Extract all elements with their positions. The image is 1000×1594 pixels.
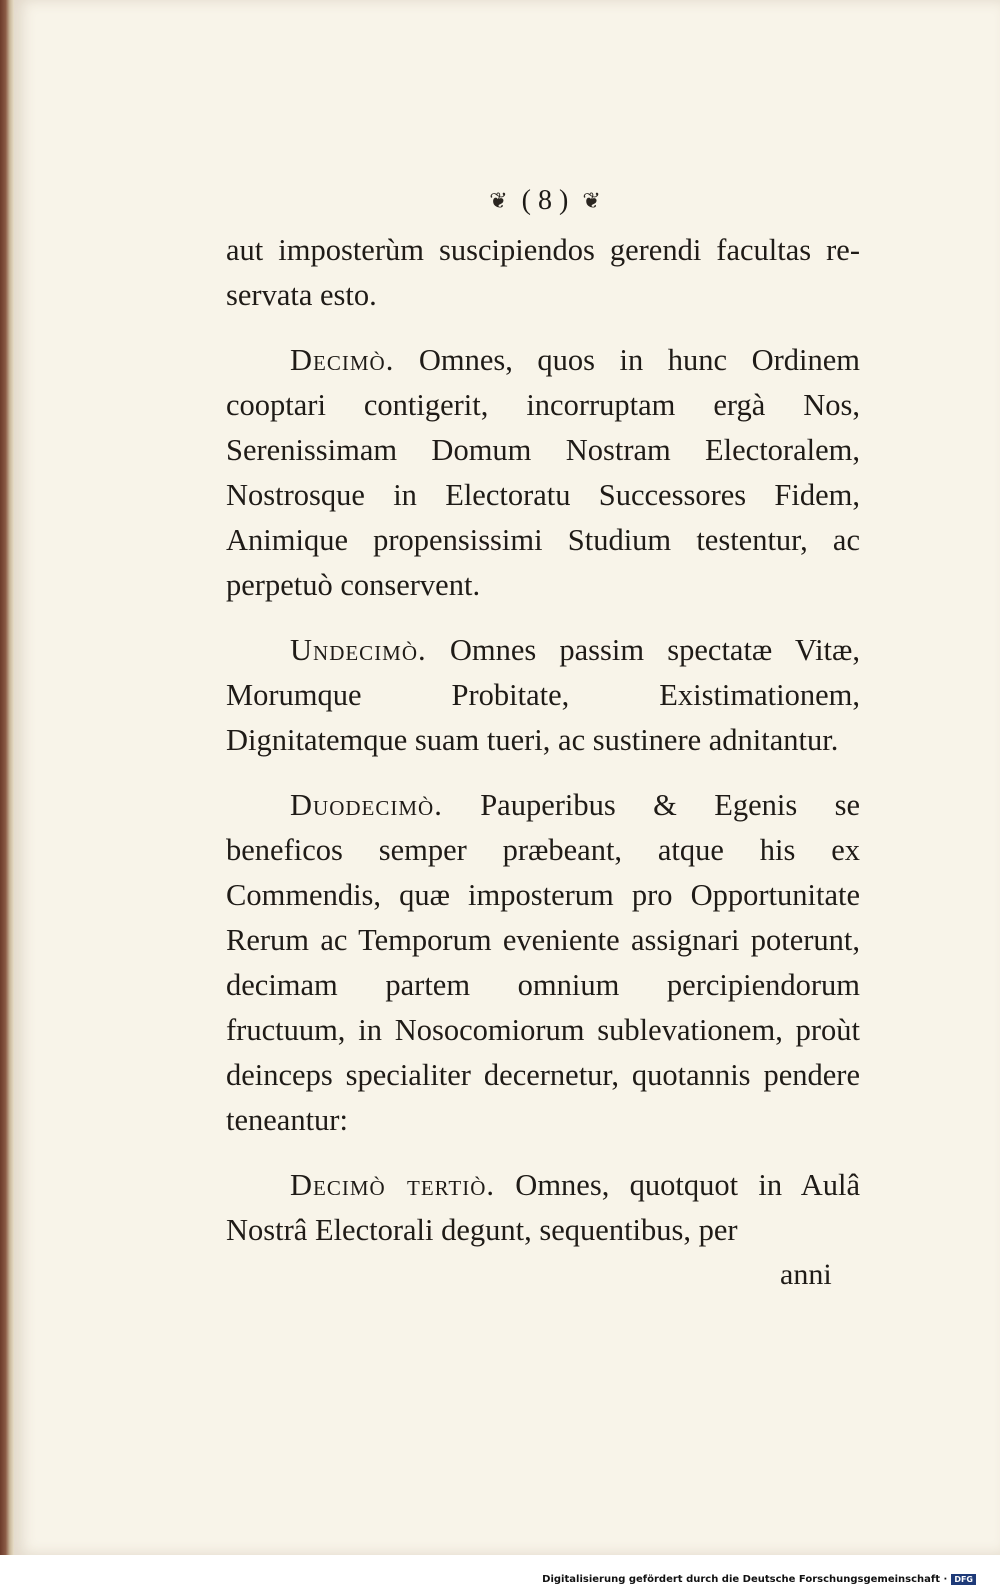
- paragraph-decimo-tertio: [226, 1163, 860, 1253]
- left-ornament-icon: ❦: [489, 188, 508, 214]
- credit-text: Digitalisierung gefördert durch die Deutsche Forschungsgemeinschaft ·: [542, 1574, 948, 1585]
- paragraph-text: Omnes, quotquot in Aulâ Nostrâ Electorali degunt, sequentibus, per: [226, 1168, 860, 1247]
- paragraph-text: Pauperibus & Egenis se beneficos semper præbeant, atque his ex Commendis, quæ imposterum pro Opportunitate Rerum ac Temporum eveniente assignari poterunt, decimam partem omnium percipiendorum fructuum, in Nosocomiorum sublevationem, proùt deinceps specialiter decernetur, quotannis pendere teneantur:: [226, 788, 860, 1137]
- continuation-text: aut imposterùm suscipiendos gerendi facultas re-servata esto.: [226, 233, 860, 312]
- paragraph-lead: Decimò.: [290, 343, 395, 377]
- digitization-credit: [542, 1574, 976, 1585]
- dfg-logo: DFG: [951, 1574, 976, 1585]
- paragraph-lead: Duodecimò.: [290, 788, 443, 822]
- paragraph-lead: Decimò tertiò.: [290, 1168, 495, 1202]
- paragraph-duodecimo: [226, 783, 860, 1143]
- page-number: ( 8 ): [521, 185, 569, 216]
- paragraph-decimo: [226, 338, 860, 608]
- paragraph-text: Omnes passim spectatæ Vitæ, Morumque Probitate, Existimationem, Dignitatemque suam tueri, ac sustinere adnitantur.: [226, 633, 860, 757]
- paragraph-undecimo: [226, 628, 860, 763]
- catchword: anni: [780, 1258, 832, 1291]
- page-body: [226, 228, 860, 1253]
- paragraph-lead: Undecimò.: [290, 633, 427, 667]
- book-spine-edge: [0, 0, 14, 1555]
- right-ornament-icon: ❦: [582, 188, 601, 214]
- page-header: [455, 183, 635, 219]
- paragraph-text: Omnes, quos in hunc Ordinem cooptari contigerit, incorruptam ergà Nos, Serenissimam Domum Nostram Electoralem, Nostrosque in Electoratu Successores Fidem, Animique propensissimi Studium testentur, ac perpetuò conservent.: [226, 343, 860, 602]
